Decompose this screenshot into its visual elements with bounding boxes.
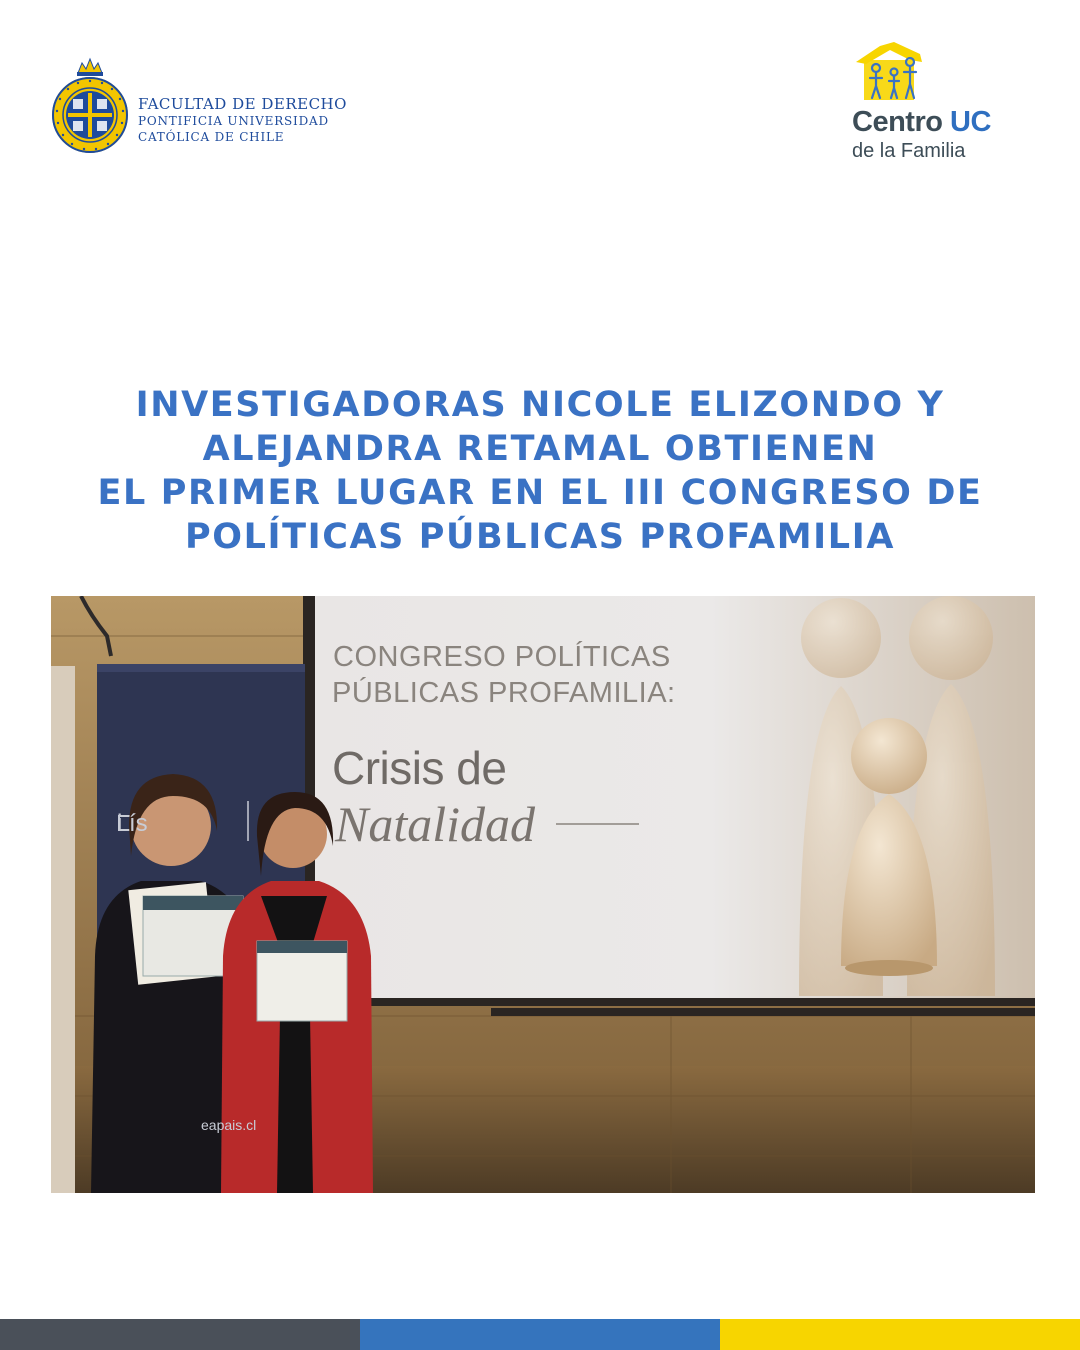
screen-natalidad-text: Natalidad [335,796,536,852]
banner-brand-text: i ís [117,810,148,837]
headline-line-2: ALEJANDRA RETAMAL OBTIENEN [202,429,878,469]
screen-crisis-text: Crisis de [332,742,507,794]
university-name-line1: PONTIFICIA UNIVERSIDAD [138,114,329,128]
screen-title-line1: CONGRESO POLÍTICAS [333,641,671,673]
facultad-title: FACULTAD DE DERECHO [138,95,347,113]
de-la-familia-text: de la Familia [852,140,966,162]
headline-line-1: INVESTIGADORAS NICOLE ELIZONDO Y [135,385,945,425]
headline [40,383,1040,559]
facultad-derecho-logo [50,55,370,160]
university-name-line2: CATÓLICA DE CHILE [138,130,285,144]
screen-title-line2: PÚBLICAS PROFAMILIA: [332,677,676,709]
headline-line-3: EL PRIMER LUGAR EN EL III CONGRESO DE [97,473,983,513]
facultad-text-block [138,95,347,145]
headline-line-4: POLÍTICAS PÚBLICAS PROFAMILIA [184,517,896,557]
family-house-icon [850,40,930,102]
footer-segment-gray [0,1319,360,1350]
centro-uc-wordmark [852,106,991,139]
centro-uc-familia-logo [850,40,1030,165]
centro-word: Centro [852,106,943,138]
footer-segment-blue [360,1319,720,1350]
footer-segment-yellow [720,1319,1080,1350]
event-photo [51,596,1035,1193]
university-crest-icon [50,55,130,157]
footer-color-bar [0,1319,1080,1350]
banner-url-text: eapais.cl [201,1117,257,1133]
uc-word: UC [950,106,991,138]
